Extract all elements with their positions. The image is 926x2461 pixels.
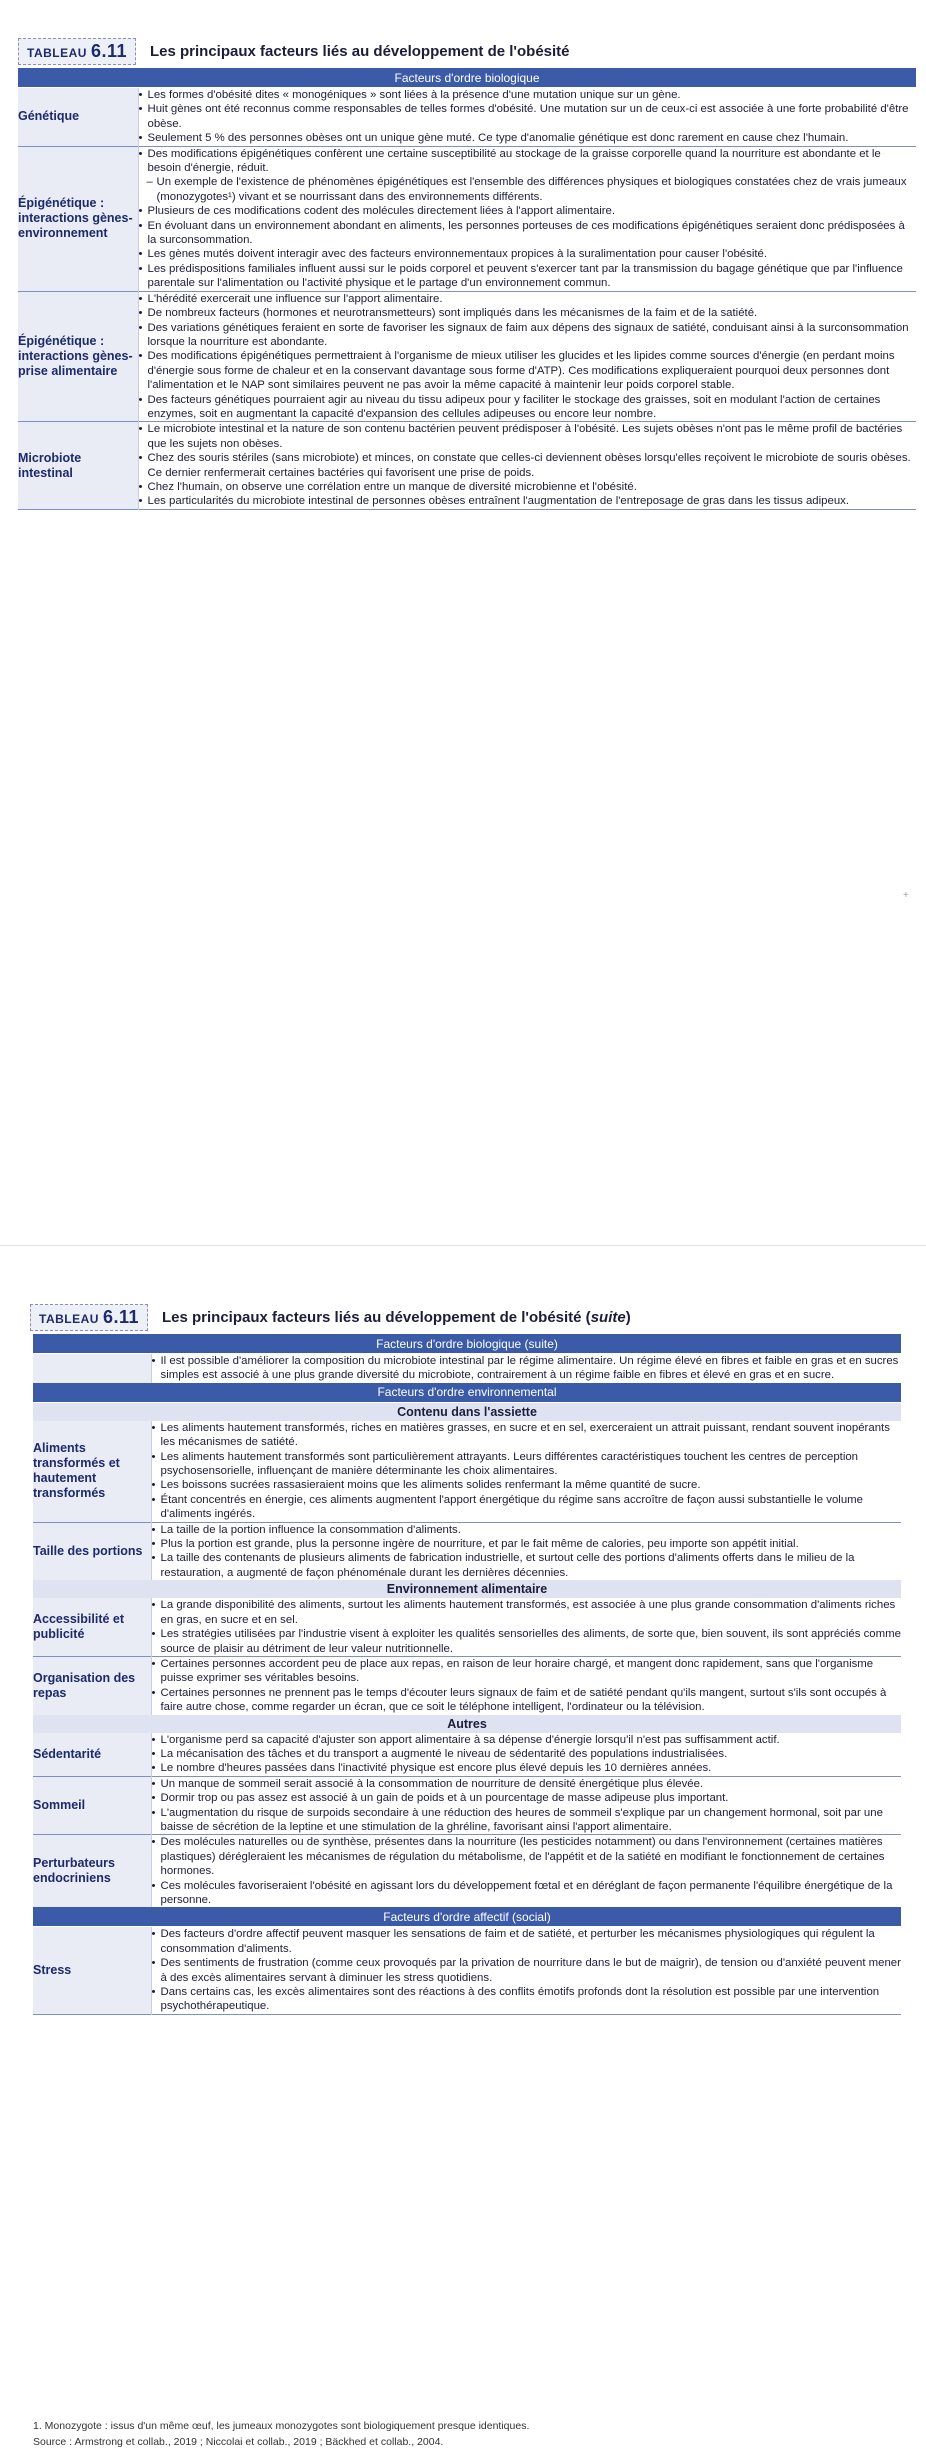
section-header-biologique-suite: Facteurs d'ordre biologique (suite) (33, 1334, 901, 1354)
corner-mark: + (903, 890, 909, 901)
bullet-list (152, 1598, 902, 1656)
title-main: Les principaux facteurs liés au développement de l'obésité ( (161, 1309, 591, 1326)
tag-label: TABLEAU (39, 1312, 99, 1326)
bullet-item: • Les particularités du microbiote intestinal de personnes obèses entraînent l'augmentation de l'entreposage de gras dans les tissus adipeux. (139, 494, 917, 508)
row-content-sedentarite (151, 1733, 901, 1777)
row-content-epigenetique-prise-alimentaire (138, 291, 916, 422)
bullet-item: • La taille de la portion influence la consommation d'aliments. (152, 1523, 902, 1537)
bullet-list (152, 1835, 902, 1907)
section-header-affectif: Facteurs d'ordre affectif (social) (33, 1907, 901, 1927)
subheader-environnement-alimentaire: Environnement alimentaire (33, 1580, 901, 1598)
table-row (18, 422, 916, 509)
table-row (33, 1354, 901, 1383)
bullet-item: • L'augmentation du risque de surpoids secondaire à une réduction des heures de sommeil s'explique par un changement hormonal, soit par une baisse de sécrétion de la leptine et une stimulation de la ghréline, favorisant ainsi l'apport alimentaire. (152, 1806, 902, 1835)
bullet-item: • Plusieurs de ces modifications codent des molécules directement liées à l'apport alimentaire. (139, 204, 917, 218)
bullet-item: • Ces molécules favoriseraient l'obésité en agissant lors du développement fœtal et en déréglant de façon permanente l'équilibre énergétique de la personne. (152, 1879, 902, 1908)
bullet-list (152, 1927, 902, 2013)
bullet-item: • Des sentiments de frustration (comme ceux provoqués par la privation de nourriture dans le but de maigrir), de tension ou d'anxiété peuvent mener à des excès alimentaires servant à diminuer les stress quotidiens. (152, 1956, 902, 1985)
footnote: 1. Monozygote : issus d'un même œuf, les jumeaux monozygotes sont biologiquement presque identiques. (33, 2420, 530, 2432)
title-close: ) (625, 1309, 631, 1326)
tag-number: 6.11 (102, 1307, 139, 1327)
bullet-item: • Chez l'humain, on observe une corrélation entre un manque de diversité microbienne et l'obésité. (139, 480, 917, 494)
bullet-item: • L'hérédité exercerait une influence sur l'apport alimentaire. (139, 292, 917, 306)
table-tag (18, 38, 136, 65)
bullet-item: • La grande disponibilité des aliments, surtout les aliments hautement transformés, est associée à une plus grande consommation d'aliments riches en gras, en sucre et en sel. (152, 1598, 902, 1627)
source-line: Source : Armstrong et collab., 2019 ; Niccolai et collab., 2019 ; Bäckhed et collab., 2004. (33, 2436, 444, 2448)
bullet-item: • Des variations génétiques feraient en sorte de favoriser les signaux de faim aux dépens des signaux de satiété, conduisant ainsi à la surconsommation lorsque la nourriture est abondante. (139, 321, 917, 350)
table-row (33, 1927, 901, 2014)
table-row (18, 291, 916, 422)
bullet-item: • Un manque de sommeil serait associé à la consommation de nourriture de densité énergétique plus élevée. (152, 1777, 902, 1791)
row-label-stress: Stress (33, 1927, 151, 2014)
bullet-item: • Chez des souris stériles (sans microbiote) et minces, on constate que celles-ci deviennent obèses lorsqu'elles reçoivent le microbiote de souris obèses. Ce dernier renfermerait certaines bactéries qui favorisent une prise de poids. (139, 451, 917, 480)
bullet-list (152, 1733, 902, 1776)
bullet-item: • Dormir trop ou pas assez est associé à un gain de poids et à un pourcentage de masse adipeuse plus important. (152, 1791, 902, 1805)
row-label-taille-portions: Taille des portions (33, 1522, 151, 1580)
bullet-item: • Les prédispositions familiales influent aussi sur le poids corporel et peuvent s'exercer tant par la transmission du bagage génétique que par l'influence parentale sur l'alimentation ou l'activité physique et le partage d'un environnement commun. (139, 262, 917, 291)
page-2 (0, 1245, 926, 2461)
bullet-list (139, 422, 917, 508)
row-content-microbiote (138, 422, 916, 509)
table-row (33, 1776, 901, 1835)
bullet-item: • Seulement 5 % des personnes obèses ont un unique gène muté. Ce type d'anomalie génétique est donc rarement en cause chez l'humain. (139, 131, 917, 145)
table-row (33, 1421, 901, 1522)
bullet-item: • Étant concentrés en énergie, ces aliments augmentent l'apport énergétique du régime sans accroître de façon aussi substantielle le volume d'aliments ingérés. (152, 1493, 902, 1522)
bullet-item: • Les aliments hautement transformés, riches en matières grasses, en sucre et en sel, exerceraient un attrait puissant, rendant souvent inopérants les mécanismes de satiété. (152, 1421, 902, 1450)
bullet-item: • La taille des contenants de plusieurs aliments de fabrication industrielle, et surtout celle des portions d'aliments offerts dans le milieu de la restauration, a augmenté de façon phénoménale durant les dernières décennies. (152, 1551, 902, 1580)
table-row (33, 1733, 901, 1777)
bullet-item: • Certaines personnes accordent peu de place aux repas, en raison de leur horaire chargé, et mangent donc rapidement, sans que l'organisme puisse exprimer ses véritables besoins. (152, 1657, 902, 1686)
section-header-environnemental: Facteurs d'ordre environnemental (33, 1383, 901, 1403)
table-tag-suite (30, 1304, 148, 1331)
bullet-item: • Des facteurs d'ordre affectif peuvent masquer les sensations de faim et de satiété, et perturber les mécanismes physiologiques qui régulent la consommation d'aliments. (152, 1927, 902, 1956)
bullet-list (152, 1657, 902, 1715)
table-title-row (18, 38, 570, 65)
bullet-item: • Les formes d'obésité dites « monogéniques » sont liées à la présence d'une mutation unique sur un gène. (139, 88, 917, 102)
row-label-epigenetique-environnement: Épigénétique : interactions gènes-environnement (18, 146, 138, 291)
bullet-item: • Des modifications épigénétiques permettraient à l'organisme de mieux utiliser les glucides et les lipides comme sources d'énergie (en perdant moins d'énergie sous forme de chaleur et en la conservant davantage sous forme d'ATP). Ces modifications expliqueraient pourquoi deux personnes dont l'alimentation et le NAP sont similaires peuvent ne pas avoir la même capacité à maintenir leur poids corporel stable. (139, 349, 917, 392)
row-content-organisation-repas (151, 1656, 901, 1714)
table-row (33, 1656, 901, 1714)
factors-table-page1 (18, 68, 916, 511)
bullet-item: • Il est possible d'améliorer la composition du microbiote intestinal par le régime alimentaire. Un régime élevé en fibres et faible en gras et en sucres simples est associé à une plus grande diversité du microbiote, contrairement à un régime faible en fibres et élevé en gras et en sucre. (152, 1354, 902, 1383)
row-content-sommeil (151, 1776, 901, 1835)
row-content-taille-portions (151, 1522, 901, 1580)
table-row (18, 88, 916, 147)
row-label-perturbateurs-endocriniens: Perturbateurs endocriniens (33, 1835, 151, 1908)
bullet-item: • Le microbiote intestinal et la nature de son contenu bactérien peuvent prédisposer à l'obésité. Les sujets obèses n'ont pas le même profil de bactéries que les sujets non obèses. (139, 422, 917, 451)
bullet-list (152, 1777, 902, 1835)
bullet-list (139, 292, 917, 422)
bullet-item: • Les stratégies utilisées par l'industrie visent à exploiter les qualités sensorielles des aliments, de sorte que, bien souvent, ils sont appréciés comme source de plaisir au détriment de leur valeur nutritionnelle. (152, 1627, 902, 1656)
bullet-item: • Dans certains cas, les excès alimentaires sont des réactions à des conflits émotifs profonds dont la résolution est possible par une intervention psychothérapeutique. (152, 1985, 902, 2014)
tag-label: TABLEAU (27, 46, 87, 60)
page-1 (0, 0, 926, 920)
bullet-item: • Les boissons sucrées rassasieraient moins que les aliments solides renfermant la même quantité de sucre. (152, 1478, 902, 1492)
table-title-row-suite (30, 1304, 631, 1331)
row-content-accessibilite-publicite (151, 1598, 901, 1656)
bullet-item: • Des modifications épigénétiques confèrent une certaine susceptibilité au stockage de la graisse corporelle quand la nourriture est abondante et le besoin d'énergie, réduit. (139, 147, 917, 176)
row-content-perturbateurs-endocriniens (151, 1835, 901, 1908)
bullet-list (152, 1421, 902, 1522)
row-label-organisation-repas: Organisation des repas (33, 1656, 151, 1714)
bullet-item: • Le nombre d'heures passées dans l'inactivité physique est encore plus élevé depuis les 10 dernières années. (152, 1761, 902, 1775)
row-content-stress (151, 1927, 901, 2014)
row-content-epigenetique-environnement (138, 146, 916, 291)
bullet-item: • L'organisme perd sa capacité d'ajuster son apport alimentaire à sa dépense d'énergie lorsqu'il n'est pas suffisamment actif. (152, 1733, 902, 1747)
table-row (33, 1835, 901, 1908)
bullet-item: • Certaines personnes ne prennent pas le temps d'écouter leurs signaux de faim et de satiété pendant qu'ils mangent, surtout s'ils sont occupés à faire autre chose, comme regarder un écran, que ce soit le téléphone intelligent, l'ordinateur ou la télévision. (152, 1686, 902, 1715)
bullet-item: • Plus la portion est grande, plus la personne ingère de nourriture, et par le fait même de calories, peu importe son appétit initial. (152, 1537, 902, 1551)
factors-table-page2 (33, 1334, 901, 2016)
section-header-biologique: Facteurs d'ordre biologique (18, 68, 916, 88)
row-content-aliments-transformes (151, 1421, 901, 1522)
bullet-item: – Un exemple de l'existence de phénomènes épigénétiques est l'ensemble des différences physiques et biologiques constatées chez de vrais jumeaux (monozygotes¹) vivant et se nourrissant dans des environnements différents. (139, 175, 917, 204)
bullet-item: • Des facteurs génétiques pourraient agir au niveau du tissu adipeux pour y faciliter le stockage des graisses, soit en modulant l'action de certaines enzymes, soit en augmentant la capacité d'expansion des cellules adipeuses ou encore leur nombre. (139, 393, 917, 422)
row-label-microbiote-suite (33, 1354, 151, 1383)
bullet-list (152, 1523, 902, 1581)
row-label-microbiote: Microbiote intestinal (18, 422, 138, 509)
bullet-list (152, 1354, 902, 1383)
table-row (33, 1598, 901, 1656)
row-content-microbiote-suite (151, 1354, 901, 1383)
row-label-epigenetique-prise-alimentaire: Épigénétique : interactions gènes-prise alimentaire (18, 291, 138, 422)
bullet-item: • Huit gènes ont été reconnus comme responsables de telles formes d'obésité. Une mutation sur un de ceux-ci est associée à une forte probabilité d'être obèse. (139, 102, 917, 131)
row-label-aliments-transformes: Aliments transformés et hautement transformés (33, 1421, 151, 1522)
row-label-accessibilite-publicite: Accessibilité et publicité (33, 1598, 151, 1656)
subheader-assiette: Contenu dans l'assiette (33, 1402, 901, 1421)
subheader-autres: Autres (33, 1715, 901, 1733)
tag-number: 6.11 (90, 41, 127, 61)
table-row (18, 146, 916, 291)
bullet-item: • Des molécules naturelles ou de synthèse, présentes dans la nourriture (les pesticides notamment) ou dans l'environnement (certaines matières plastiques) dérégleraient les mécanismes de régulation du métabolisme, de l'appétit et de la satiété en modifiant le fonctionnement de certaines hormones. (152, 1835, 902, 1878)
bullet-item: • Les gènes mutés doivent interagir avec des facteurs environnementaux propices à la suralimentation pour causer l'obésité. (139, 247, 917, 261)
table-title: Les principaux facteurs liés au développement de l'obésité (149, 43, 570, 60)
row-label-sommeil: Sommeil (33, 1776, 151, 1835)
row-label-sedentarite: Sédentarité (33, 1733, 151, 1777)
title-suite: suite (590, 1309, 626, 1326)
row-content-genetique (138, 88, 916, 147)
bullet-list (139, 88, 917, 146)
bullet-item: • La mécanisation des tâches et du transport a augmenté le niveau de sédentarité des populations industrialisées. (152, 1747, 902, 1761)
bullet-list (139, 147, 917, 291)
row-label-genetique: Génétique (18, 88, 138, 147)
bullet-item: • En évoluant dans un environnement abondant en aliments, les personnes porteuses de ces modifications épigénétiques seraient donc prédisposées à la surconsommation. (139, 219, 917, 248)
table-row (33, 1522, 901, 1580)
bullet-item: • Les aliments hautement transformés sont particulièrement attrayants. Leurs différentes caractéristiques touchent les centres de perception psychosensorielle, influençant de manière déterminante les choix alimentaires. (152, 1450, 902, 1479)
bullet-item: • De nombreux facteurs (hormones et neurotransmetteurs) sont impliqués dans les mécanismes de la faim et de la satiété. (139, 306, 917, 320)
table-title-suite (162, 1309, 631, 1326)
